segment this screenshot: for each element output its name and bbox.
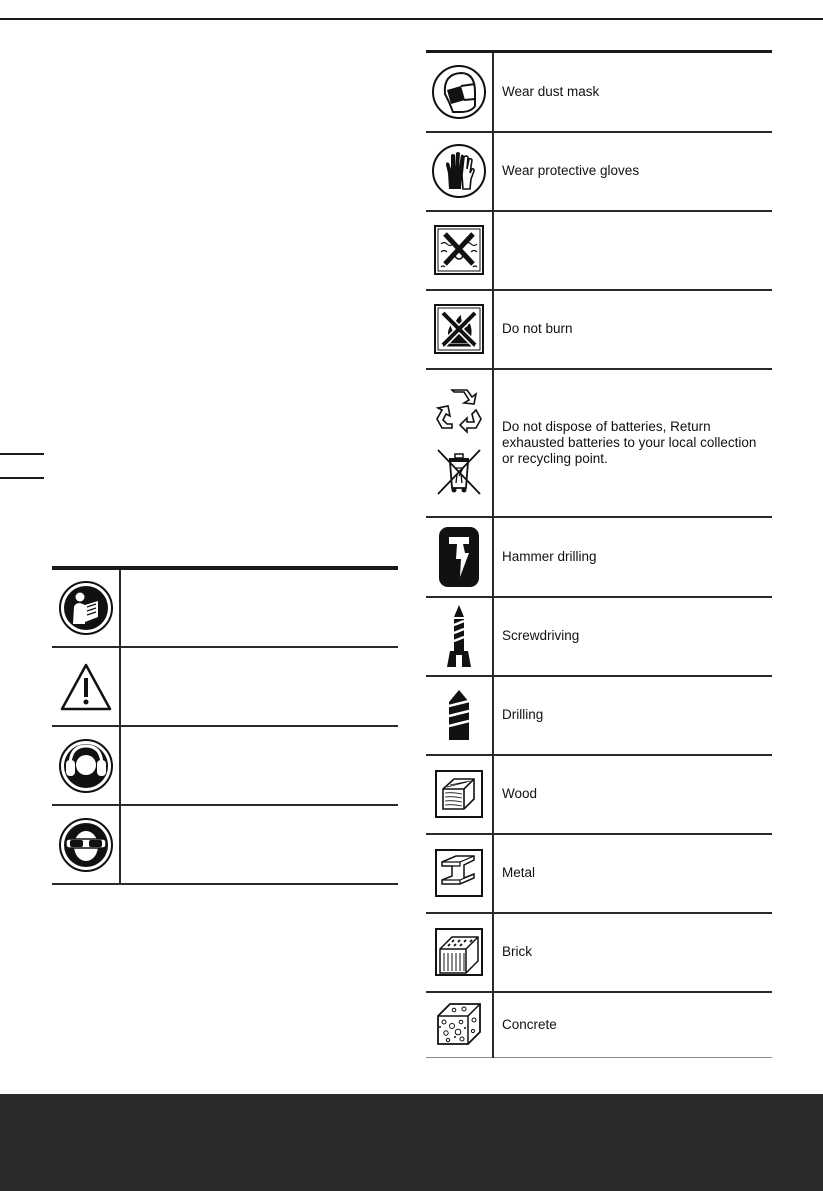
symbol-row — [52, 647, 398, 726]
symbol-row — [52, 805, 398, 884]
metal-icon — [434, 848, 484, 898]
wood-icon — [434, 769, 484, 819]
concrete-icon — [434, 1000, 484, 1050]
symbol-row — [426, 132, 772, 211]
top-rule — [0, 18, 823, 20]
side-tab-line-lower — [0, 477, 44, 479]
symbol-label: Wear protective gloves — [502, 163, 640, 178]
symbol-label: Hammer drilling — [502, 548, 597, 564]
symbol-label — [120, 568, 398, 647]
symbol-label: Screwdriving — [502, 628, 580, 643]
symbol-label: Do not dispose of batteries, Return exhausted batteries to your local collection or recycling point. — [502, 418, 757, 466]
symbol-label: Wood — [502, 786, 538, 801]
symbol-label: Wear dust mask — [502, 83, 600, 99]
symbol-label: Metal — [502, 865, 536, 880]
symbol-label: Drilling — [502, 707, 544, 722]
ear-protection-icon — [58, 738, 114, 794]
gloves-icon — [431, 143, 487, 199]
read-manual-icon — [58, 580, 114, 636]
side-tab-line-upper — [0, 453, 44, 455]
symbol-row — [426, 211, 772, 290]
symbol-row — [426, 992, 772, 1058]
no-water-icon — [433, 224, 485, 276]
symbol-row — [426, 52, 772, 132]
warning-triangle-icon — [58, 661, 114, 713]
footer-bar — [0, 1094, 823, 1191]
eye-protection-icon — [58, 817, 114, 873]
left-symbol-table — [52, 566, 398, 885]
symbol-row — [52, 726, 398, 805]
recycle-icon — [434, 388, 484, 434]
symbol-label: Concrete — [502, 1016, 557, 1032]
symbol-row — [426, 597, 772, 676]
symbol-label — [120, 647, 398, 726]
symbol-label: Do not burn — [502, 321, 573, 336]
screwdriving-icon — [446, 603, 472, 669]
symbol-row — [426, 755, 772, 834]
right-symbol-table — [426, 50, 772, 1058]
symbol-label — [120, 805, 398, 884]
crossed-bin-icon — [434, 446, 484, 498]
hammer-drilling-icon — [438, 526, 480, 588]
symbol-label: Brick — [502, 944, 532, 959]
symbol-row — [426, 913, 772, 992]
no-burn-icon — [433, 303, 485, 355]
dust-mask-icon — [431, 64, 487, 120]
symbol-row — [426, 290, 772, 369]
symbol-row — [426, 517, 772, 597]
symbol-label — [493, 211, 772, 290]
symbol-label — [120, 726, 398, 805]
symbol-row — [426, 676, 772, 755]
symbol-row — [426, 369, 772, 517]
symbol-row — [426, 834, 772, 913]
drilling-icon — [447, 688, 471, 742]
brick-icon — [434, 927, 484, 977]
symbol-row — [52, 568, 398, 647]
